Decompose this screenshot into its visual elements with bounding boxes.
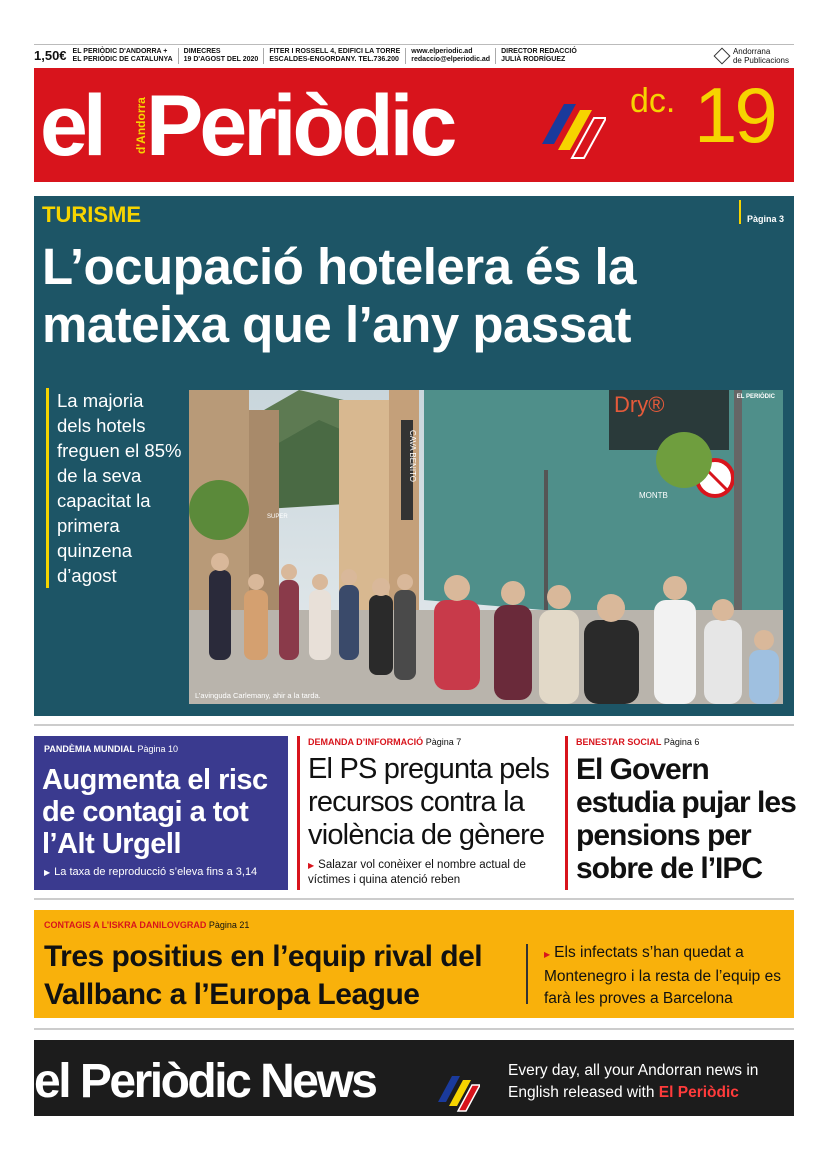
story-contagis-separator — [526, 944, 528, 1004]
story-demanda-kicker: DEMANDA D’INFORMACIÓ Pàgina 7 — [308, 737, 462, 747]
story-contagis-kicker: CONTAGIS A L’ISKRA DANILOVGRAD Pàgina 21 — [44, 920, 250, 930]
divider-1 — [34, 724, 794, 726]
photo-credit: EL PERIÒDIC — [736, 394, 775, 400]
sign-dry: Dry® — [614, 392, 665, 417]
day-number: 19 — [694, 71, 775, 159]
story-pandemia[interactable] — [34, 736, 288, 890]
story-demanda[interactable] — [297, 736, 555, 890]
story-pandemia-kicker: PANDÈMIA MUNDIAL Pàgina 10 — [44, 744, 179, 754]
sign-montb: MONTB — [639, 491, 668, 500]
news-tagline: Every day, all your Andorran news in English released with El Periòdic — [508, 1062, 759, 1101]
issue-date: DIMECRES 19 D'AGOST DEL 2020 — [178, 48, 264, 64]
sign-super: SUPER — [267, 514, 288, 520]
logo-periodic: Periòdic — [146, 78, 454, 174]
story-demanda-headline[interactable]: El PS pregunta pels recursos contra la violència de gènere — [308, 753, 550, 851]
story-benestar-kicker: BENESTAR SOCIAL Pàgina 6 — [576, 737, 700, 747]
story-contagis-headline[interactable]: Tres positius en l’equip rival del Vallbanc a l’Europa League — [44, 940, 483, 1011]
lead-photo — [189, 390, 783, 704]
photo-caption: L’avinguda Carlemany, ahir a la tarda. — [195, 691, 321, 700]
story-pandemia-headline[interactable]: Augmenta el risc de contagi a tot l’Alt Urgell — [42, 764, 268, 860]
publisher-logo: Andorrana de Publicacions — [711, 47, 794, 65]
lead-subhead: La majoria dels hotels freguen el 85% de la seva capacitat la primera quinzena d’agost — [46, 388, 182, 588]
divider-3 — [34, 1028, 794, 1030]
news-promo-bar[interactable] — [34, 1040, 794, 1116]
story-benestar[interactable] — [565, 736, 797, 890]
price: 1,50€ — [34, 47, 67, 63]
triangle-bullet-icon: ▶ — [544, 950, 551, 959]
masthead — [34, 68, 794, 182]
story-contagis[interactable] — [34, 910, 794, 1018]
triangle-bullet-icon: ▶ — [308, 861, 315, 870]
publisher-diamond-icon — [713, 47, 730, 64]
divider-2 — [34, 898, 794, 900]
top-info-strip — [34, 44, 794, 66]
lead-headline[interactable]: L’ocupació hotelera és la mateixa que l’any passat — [42, 238, 637, 353]
address-info: FITER I ROSSELL 4, EDIFICI LA TORRE ESCALDES-ENGORDANY. TEL.736.200 — [263, 48, 405, 64]
news-tagline-brand: El Periòdic — [658, 1084, 739, 1101]
triangle-bullet-icon: ▶ — [44, 868, 51, 877]
logo-andorra: d'Andorra — [134, 97, 148, 154]
lead-page-ref: Pàgina 3 — [739, 200, 784, 224]
story-contagis-deck: ▶ Els infectats s’han quedat a Montenegro i la resta de l’equip es farà les proves a Barcelona — [544, 944, 781, 1007]
day-name: dc. — [630, 82, 676, 120]
director-info: DIRECTOR REDACCIÓ JULIÀ RODRÍGUEZ — [495, 48, 582, 64]
editions-info: EL PERIÒDIC D'ANDORRA + EL PERIÒDIC DE CATALUNYA — [72, 47, 173, 63]
story-pandemia-deck: ▶ La taxa de reproducció s’eleva fins a 3,14 — [44, 866, 258, 878]
news-logo: el Periòdic News — [34, 1055, 376, 1108]
flag-stripes-icon — [542, 104, 606, 162]
lead-kicker: TURISME — [42, 202, 141, 227]
street-crowd-illustration — [189, 390, 783, 704]
sign-cava: CAVA BENITO — [408, 430, 417, 483]
flag-stripes-icon — [438, 1076, 480, 1112]
web-info: www.elperiodic.ad redaccio@elperiodic.ad — [405, 48, 495, 64]
lead-story[interactable] — [34, 196, 794, 716]
story-demanda-deck: ▶ Salazar vol conèixer el nombre actual de víctimes i quina atenció reben — [308, 859, 526, 886]
logo-el: el — [40, 78, 102, 174]
story-benestar-headline[interactable]: El Govern estudia pujar les pensions per sobre de l’IPC — [576, 753, 796, 885]
